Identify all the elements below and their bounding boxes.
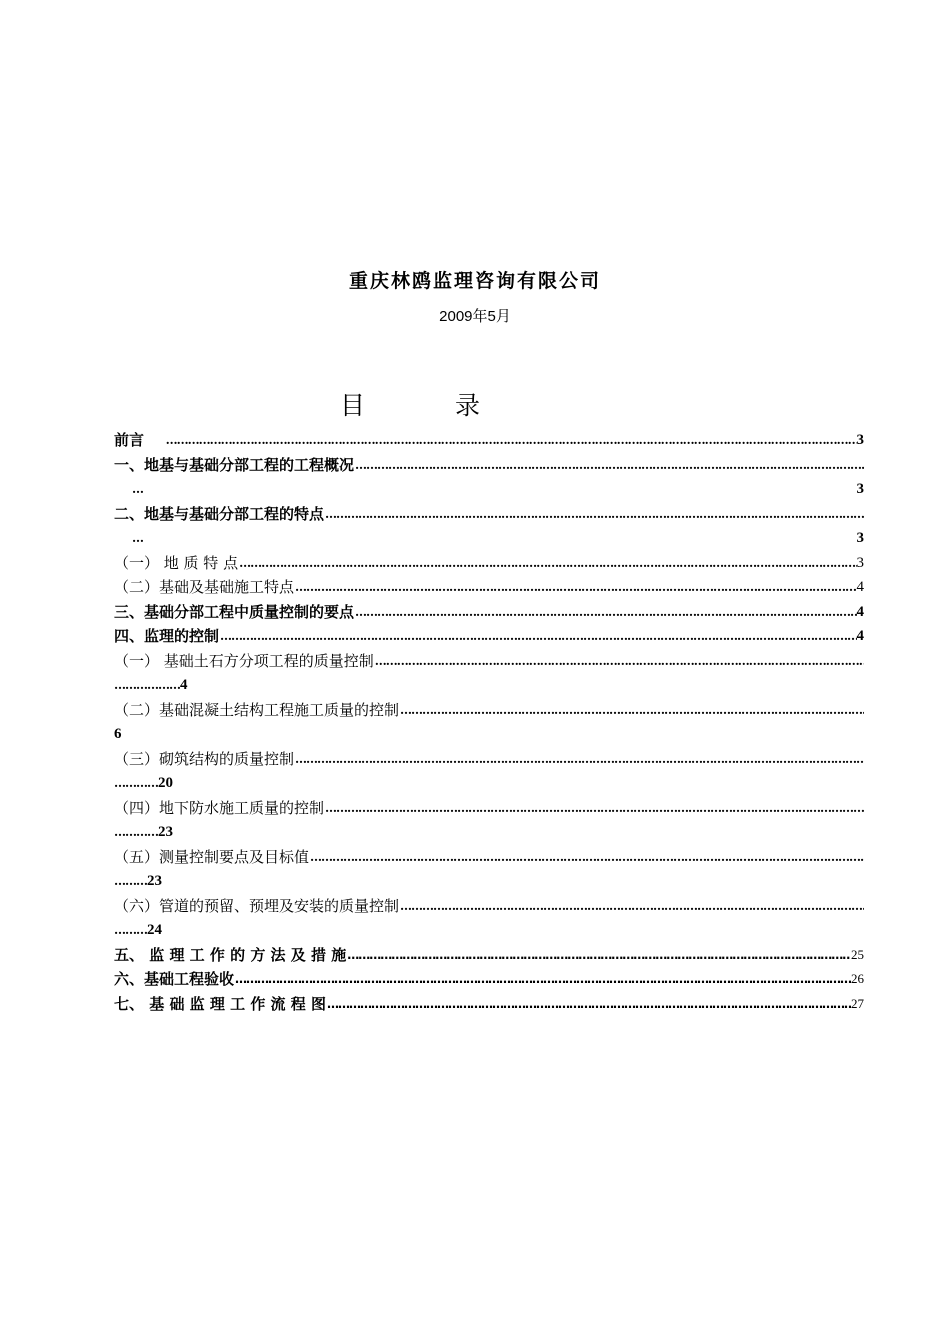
toc-entry-label: 七、 基 础 监 理 工 作 流 程 图 bbox=[114, 994, 327, 1013]
toc-entry-1-continuation bbox=[114, 477, 864, 502]
toc-entry-label: 前言 bbox=[114, 431, 145, 449]
dot-leader: ………… bbox=[114, 825, 158, 839]
toc-entry-label: 四、监理的控制 bbox=[114, 627, 220, 645]
toc-entry-page: 4 bbox=[856, 628, 864, 644]
toc-entry-page: 6 bbox=[114, 726, 122, 742]
document-date: 2009年5月 bbox=[439, 308, 511, 325]
toc-entry-label: （二）基础及基础施工特点 bbox=[114, 578, 295, 596]
dot-leader bbox=[399, 698, 864, 723]
toc-entry-4-2[interactable] bbox=[114, 698, 864, 723]
toc-entry-4-4-continuation bbox=[114, 820, 864, 845]
toc-entry-4-6-continuation bbox=[114, 918, 864, 943]
toc-entry-page: 3 bbox=[856, 481, 864, 497]
toc-entry-label: 三、基础分部工程中质量控制的要点 bbox=[114, 602, 355, 621]
toc-entry-label: 五、 监 理 工 作 的 方 法 及 措 施 bbox=[114, 945, 347, 964]
toc-entry-4-2-continuation bbox=[114, 722, 864, 747]
toc-entry-label: （一） 基础土石方分项工程的质量控制 bbox=[114, 651, 374, 670]
toc-entry-label: 一、地基与基础分部工程的工程概况 bbox=[114, 455, 355, 474]
dot-leader: ……………… bbox=[114, 678, 180, 692]
toc-entry-page: 3 bbox=[856, 432, 864, 448]
toc-entry-page: 23 bbox=[147, 873, 162, 889]
dot-leader: … bbox=[132, 482, 143, 496]
toc-entry-4-3-continuation bbox=[114, 771, 864, 796]
toc-entry-4-6[interactable] bbox=[114, 894, 864, 919]
toc-entry-4-5-continuation bbox=[114, 869, 864, 894]
toc-entry-3[interactable] bbox=[114, 600, 864, 625]
toc-entry-label: （六）管道的预留、预埋及安装的质量控制 bbox=[114, 896, 400, 915]
toc-entry-4-4[interactable] bbox=[114, 796, 864, 821]
toc-entry-page: 3 bbox=[856, 554, 864, 571]
dot-leader bbox=[399, 894, 864, 919]
toc-entry-label: （一） 地 质 特 点 bbox=[114, 553, 239, 572]
dot-leader bbox=[238, 551, 856, 576]
toc-entry-2-continuation bbox=[114, 526, 864, 551]
toc-entry-5[interactable] bbox=[114, 943, 864, 968]
dot-leader bbox=[294, 575, 856, 600]
toc-entry-2-2[interactable] bbox=[114, 575, 864, 600]
toc-entry-4-1[interactable] bbox=[114, 649, 864, 674]
toc-entry-page: 25 bbox=[851, 946, 864, 962]
toc-title-right: 录 bbox=[455, 391, 481, 420]
toc-entry-preface[interactable] bbox=[114, 428, 864, 453]
toc-entry-page: 27 bbox=[851, 995, 864, 1011]
toc-title-left: 目 bbox=[339, 391, 365, 420]
toc-entry-page: 4 bbox=[856, 603, 864, 620]
dot-leader bbox=[165, 428, 857, 453]
dot-leader: ……… bbox=[114, 923, 147, 937]
toc-entry-label: （四）地下防水施工质量的控制 bbox=[114, 798, 325, 817]
toc-entry-1[interactable] bbox=[114, 453, 864, 478]
toc-entry-label: （三）砌筑结构的质量控制 bbox=[114, 749, 295, 768]
dot-leader bbox=[324, 796, 864, 821]
toc-title bbox=[0, 386, 820, 422]
dot-leader bbox=[309, 845, 864, 870]
toc-entry-page: 3 bbox=[856, 530, 864, 546]
dot-leader bbox=[219, 624, 856, 649]
toc-entry-4[interactable] bbox=[114, 624, 864, 649]
toc-entry-label: （五）测量控制要点及目标值 bbox=[114, 847, 310, 866]
toc-entry-page: 20 bbox=[158, 775, 173, 791]
dot-leader: ………… bbox=[114, 776, 158, 790]
toc-entry-4-3[interactable] bbox=[114, 747, 864, 772]
toc-entry-2[interactable] bbox=[114, 502, 864, 527]
toc-entry-label: 二、地基与基础分部工程的特点 bbox=[114, 504, 325, 523]
dot-leader bbox=[374, 649, 864, 674]
dot-leader bbox=[324, 502, 864, 527]
dot-leader bbox=[346, 943, 851, 968]
toc-entry-page: 23 bbox=[158, 824, 173, 840]
toc-entry-2-1[interactable] bbox=[114, 551, 864, 576]
dot-leader: ……… bbox=[114, 874, 147, 888]
toc-entry-6[interactable] bbox=[114, 967, 864, 992]
toc-entry-label: 六、基础工程验收 bbox=[114, 970, 235, 988]
dot-leader bbox=[354, 600, 856, 625]
toc-entry-page: 26 bbox=[851, 971, 864, 986]
dot-leader bbox=[294, 747, 864, 772]
table-of-contents bbox=[114, 428, 864, 1016]
dot-leader: … bbox=[132, 531, 143, 545]
toc-entry-page: 4 bbox=[856, 579, 864, 595]
dot-leader bbox=[234, 967, 851, 992]
toc-entry-4-1-continuation bbox=[114, 673, 864, 698]
dot-leader bbox=[326, 992, 851, 1017]
toc-entry-page: 4 bbox=[180, 677, 188, 693]
toc-entry-4-5[interactable] bbox=[114, 845, 864, 870]
toc-entry-label: （二）基础混凝土结构工程施工质量的控制 bbox=[114, 700, 400, 719]
toc-entry-7[interactable] bbox=[114, 992, 864, 1017]
dot-leader bbox=[354, 453, 864, 478]
toc-entry-page: 24 bbox=[147, 922, 162, 938]
company-name: 重庆林鸥监理咨询有限公司 bbox=[348, 270, 601, 292]
